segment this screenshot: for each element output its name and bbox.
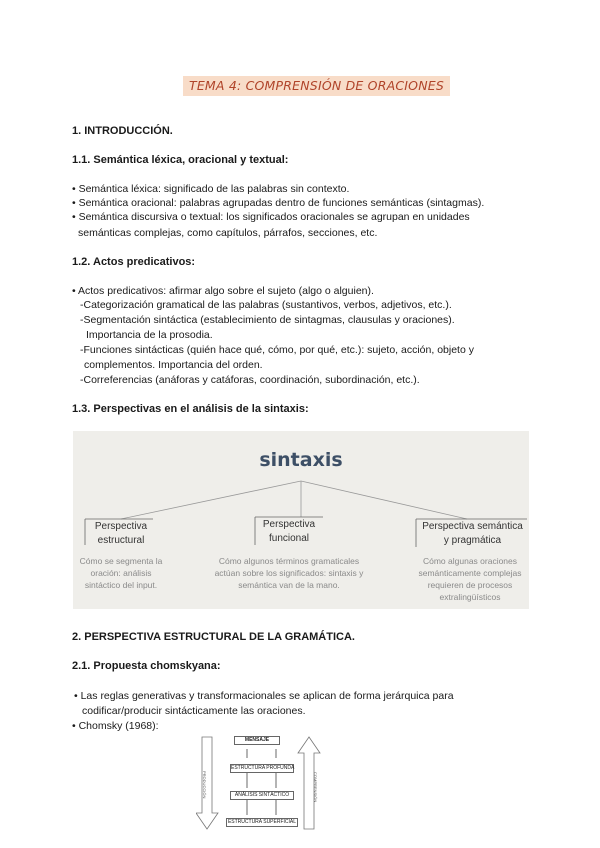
connector-line-left bbox=[121, 481, 301, 519]
comprehension-label: COMPRENSIÓN bbox=[313, 771, 318, 803]
list-item: codificar/producir sintácticamente las oraciones. bbox=[82, 705, 306, 717]
list-item: -Categorización gramatical de las palabras (sustantivos, verbos, adjetivos, etc.). bbox=[80, 299, 452, 311]
list-item: semánticas complejas, como capítulos, párrafos, secciones, etc. bbox=[78, 227, 378, 239]
box-desc-line: semántica van de la mano. bbox=[238, 580, 340, 590]
production-label: PRODUCCIÓN bbox=[202, 771, 207, 799]
heading-1-1: 1.1. Semántica léxica, oracional y textual: bbox=[72, 154, 289, 166]
box-title-line: Perspectiva bbox=[262, 519, 316, 530]
heading-1-2: 1.2. Actos predicativos: bbox=[72, 256, 196, 268]
diagram-center-label: sintaxis bbox=[259, 449, 343, 471]
box-desc-line: semánticamente complejas bbox=[418, 568, 522, 578]
list-item: • Chomsky (1968): bbox=[72, 720, 159, 732]
list-item: complementos. Importancia del orden. bbox=[84, 359, 263, 371]
heading-2: 2. PERSPECTIVA ESTRUCTURAL DE LA GRAMÁTICA. bbox=[72, 631, 355, 643]
perspective-functional-desc bbox=[197, 555, 381, 591]
chomsky-box-analisis: ANÁLISIS SINTÁCTICO bbox=[230, 791, 294, 800]
box-title-line: y pragmática bbox=[443, 535, 502, 546]
list-item: -Segmentación sintáctica (establecimiento de sintagmas, clausulas y oraciones). bbox=[80, 314, 455, 326]
heading-2-1: 2.1. Propuesta chomskyana: bbox=[72, 660, 221, 672]
perspective-semantic-desc bbox=[411, 555, 529, 603]
heading-1-3: 1.3. Perspectivas en el análisis de la sintaxis: bbox=[72, 403, 309, 415]
list-item: -Funciones sintácticas (quién hace qué, cómo, por qué, etc.): sujeto, acción, objeto y bbox=[80, 344, 474, 356]
list-item: • Las reglas generativas y transformacionales se aplican de forma jerárquica para bbox=[74, 690, 454, 702]
list-item: • Semántica discursiva o textual: los significados oracionales se agrupan en unidades bbox=[72, 211, 470, 223]
perspective-structural-desc bbox=[71, 555, 171, 591]
perspective-functional-title bbox=[255, 518, 323, 546]
box-desc-line: oración: análisis bbox=[90, 568, 152, 578]
syntax-perspectives-diagram bbox=[73, 431, 529, 609]
chomsky-box-profunda: ESTRUCTURA PROFUNDA bbox=[231, 765, 295, 771]
box-desc-line: actúan sobre los significados: sintaxis y bbox=[214, 568, 364, 578]
box-desc-line: requieren de procesos bbox=[427, 580, 513, 590]
perspective-structural-title bbox=[85, 520, 157, 548]
list-item: • Actos predicativos: afirmar algo sobre el sujeto (algo o alguien). bbox=[72, 285, 374, 297]
connector-line-right bbox=[301, 481, 467, 519]
list-item: • Semántica oracional: palabras agrupadas dentro de funciones semánticas (sintagmas). bbox=[72, 197, 485, 209]
box-desc-line: sintáctico del input. bbox=[84, 580, 158, 590]
box-desc-line: Cómo algunas oraciones bbox=[422, 556, 518, 566]
chomsky-box-mensaje: MENSAJE bbox=[234, 736, 280, 745]
page-title: TEMA 4: COMPRENSIÓN DE ORACIONES bbox=[183, 76, 450, 96]
perspective-semantic-title bbox=[416, 520, 529, 548]
list-item: Importancia de la prosodia. bbox=[86, 329, 213, 341]
box-title-line: funcional bbox=[268, 533, 310, 544]
list-item: -Correferencias (anáforas y catáforas, coordinación, subordinación, etc.). bbox=[80, 374, 420, 386]
chomsky-box-superficial: ESTRUCTURA SUPERFICIAL bbox=[227, 819, 297, 825]
box-desc-line: extralingüísticos bbox=[439, 592, 501, 602]
heading-1: 1. INTRODUCCIÓN. bbox=[72, 125, 173, 137]
box-desc-line: Cómo algunos términos gramaticales bbox=[218, 556, 360, 566]
list-item: • Semántica léxica: significado de las palabras sin contexto. bbox=[72, 183, 350, 195]
box-title-line: Perspectiva semántica bbox=[422, 521, 523, 532]
box-title-line: Perspectiva bbox=[94, 521, 148, 532]
box-title-line: estructural bbox=[97, 535, 145, 546]
box-desc-line: Cómo se segmenta la bbox=[79, 556, 163, 566]
